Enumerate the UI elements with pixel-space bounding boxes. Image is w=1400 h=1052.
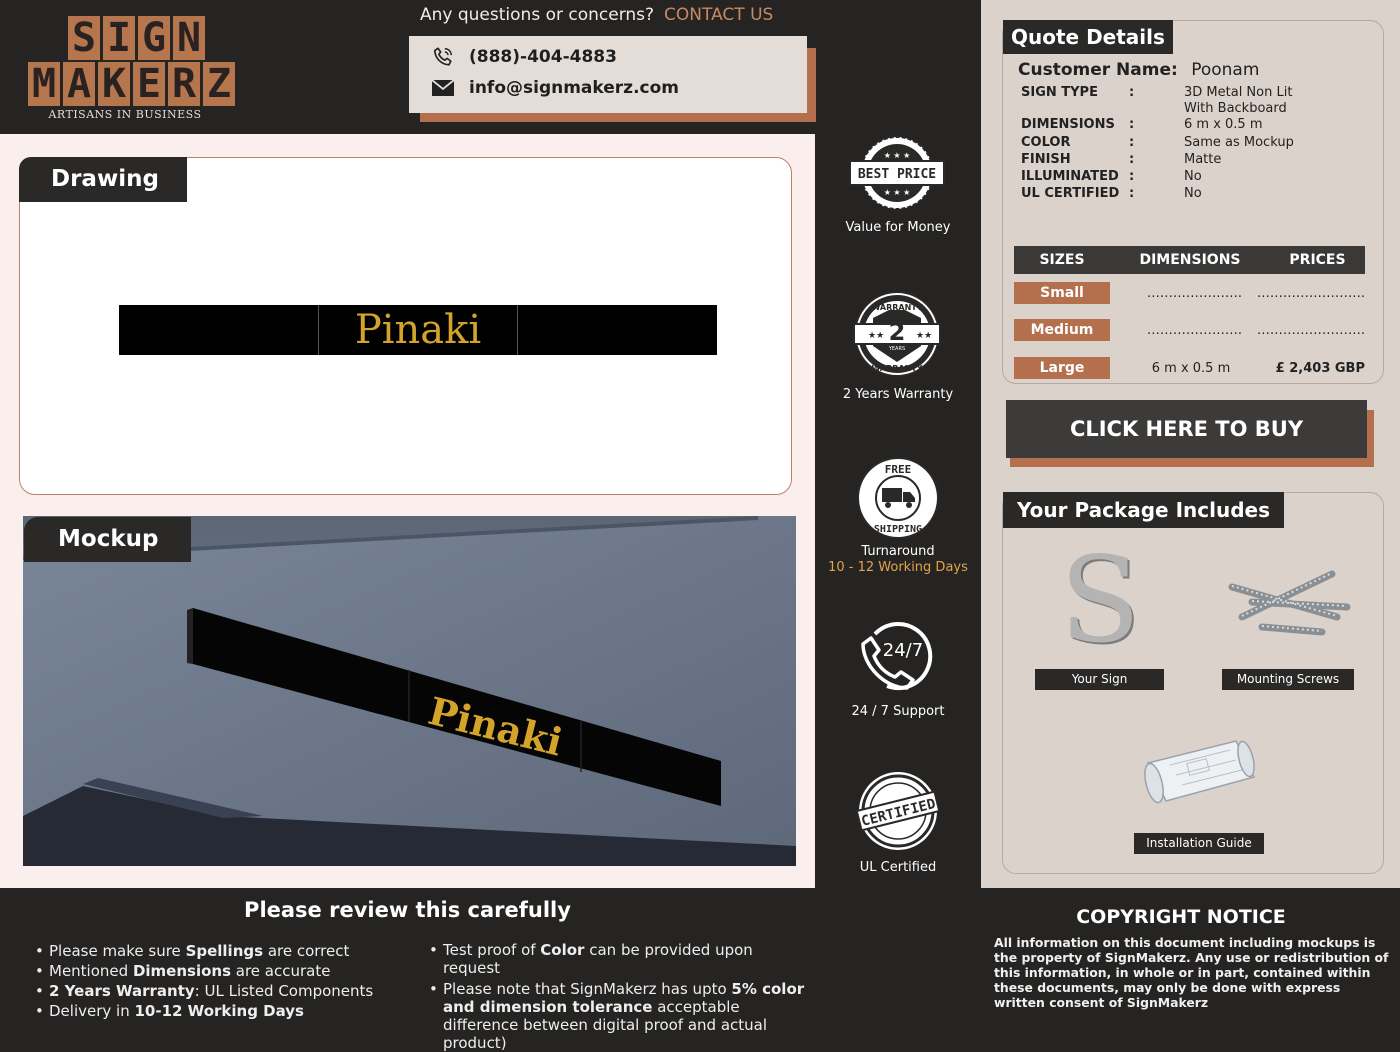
logo-letter: Z bbox=[203, 62, 235, 106]
drawing-tab: Drawing bbox=[19, 157, 187, 202]
field-value: No bbox=[1184, 169, 1202, 184]
quote-field-row bbox=[1021, 169, 1314, 185]
review-title: Please review this carefully bbox=[244, 898, 571, 922]
logo-letter: E bbox=[133, 62, 165, 106]
value-for-money-caption: Value for Money bbox=[845, 220, 951, 235]
turnaround-days: 10 - 12 Working Days bbox=[828, 560, 968, 575]
email-row[interactable] bbox=[431, 78, 679, 98]
field-key: COLOR bbox=[1021, 135, 1071, 150]
quote-field-row bbox=[1021, 152, 1314, 168]
field-separator: : bbox=[1129, 85, 1135, 100]
review-list-left bbox=[35, 941, 415, 1021]
logo-tagline: ARTISANS IN BUSINESS bbox=[48, 108, 202, 121]
size-name: Large bbox=[1014, 357, 1110, 379]
logo-letter: K bbox=[98, 62, 130, 106]
mockup-image bbox=[23, 516, 796, 866]
customer-row bbox=[1018, 60, 1259, 80]
free-shipping-icon bbox=[855, 456, 941, 540]
quote-field-row bbox=[1021, 135, 1314, 151]
warranty-ring-bottom: WARRANTY bbox=[871, 364, 923, 373]
review-list-right bbox=[429, 941, 814, 1052]
svg-text:★ ★ ★: ★ ★ ★ bbox=[883, 151, 911, 160]
best-price-badge-text: BEST PRICE bbox=[857, 167, 937, 182]
field-key: SIGN TYPE bbox=[1021, 85, 1098, 100]
field-value: Same as Mockup bbox=[1184, 135, 1294, 150]
field-separator: : bbox=[1129, 152, 1135, 167]
sign-panel-right bbox=[518, 305, 717, 355]
certified-badge-text: CERTIFIED bbox=[859, 796, 938, 830]
mockup-illustration bbox=[23, 516, 796, 866]
size-price: ……………………. bbox=[1256, 322, 1365, 338]
field-value: No bbox=[1184, 186, 1202, 201]
review-item: • Please note that SignMakerz has upto 5% color and dimension tolerance acceptable difference between digital proof and actual product) bbox=[429, 980, 814, 1052]
free-label: FREE bbox=[884, 463, 912, 476]
field-value: 6 m x 0.5 m bbox=[1184, 117, 1263, 132]
field-key: UL CERTIFIED bbox=[1021, 186, 1120, 201]
warranty-ring-top: WARRANTY bbox=[871, 303, 923, 312]
logo-letter: A bbox=[63, 62, 95, 106]
logo-letter: N bbox=[173, 16, 205, 60]
shipping-label: SHIPPING bbox=[873, 524, 923, 535]
copyright-title: COPYRIGHT NOTICE bbox=[1076, 906, 1286, 928]
package-title: Your Package Includes bbox=[1003, 492, 1284, 528]
col-prices: PRICES bbox=[1289, 252, 1346, 268]
size-row-large[interactable] bbox=[1014, 357, 1365, 379]
warranty-years-number: 2 bbox=[888, 318, 906, 346]
customer-name: Poonam bbox=[1191, 60, 1260, 80]
field-separator: : bbox=[1129, 117, 1135, 132]
package-item-screws: Mounting Screws bbox=[1222, 669, 1354, 690]
col-dimensions: DIMENSIONS bbox=[1139, 252, 1241, 268]
sign-drawing-text: Pinaki bbox=[319, 305, 519, 355]
field-key: DIMENSIONS bbox=[1021, 117, 1115, 132]
package-item-installation-guide: Installation Guide bbox=[1134, 833, 1264, 854]
size-dimensions: …………………. bbox=[1146, 285, 1242, 301]
best-price-icon bbox=[848, 134, 946, 212]
logo-letter: G bbox=[138, 16, 170, 60]
contact-us-link[interactable]: CONTACT US bbox=[664, 5, 774, 25]
support-caption: 24 / 7 Support bbox=[851, 704, 945, 719]
size-row-medium[interactable] bbox=[1014, 319, 1365, 341]
review-item: • Test proof of Color can be provided upon request bbox=[429, 941, 814, 977]
logo-line-1 bbox=[68, 16, 205, 60]
warranty-icon bbox=[848, 288, 946, 380]
support-24-7-icon bbox=[857, 614, 939, 696]
sign-drawing bbox=[119, 305, 717, 355]
turnaround-label: Turnaround bbox=[861, 544, 935, 559]
quote-field-row bbox=[1021, 186, 1314, 202]
logo-letter: R bbox=[168, 62, 200, 106]
sign-letter-icon: S bbox=[1059, 531, 1141, 669]
size-price: ……………………. bbox=[1256, 285, 1365, 301]
screws-icon bbox=[1222, 562, 1352, 642]
email-address: info@signmakerz.com bbox=[469, 78, 679, 98]
review-item: • Delivery in 10-12 Working Days bbox=[35, 1001, 415, 1021]
review-item: • Mentioned Dimensions are accurate bbox=[35, 961, 415, 981]
size-name: Medium bbox=[1014, 319, 1110, 341]
field-value: Matte bbox=[1184, 152, 1222, 167]
quote-field-row bbox=[1021, 85, 1314, 117]
turnaround-caption bbox=[828, 544, 968, 576]
support-hours-text: 24/7 bbox=[882, 640, 924, 661]
package-item-your-sign: Your Sign bbox=[1035, 669, 1164, 690]
warranty-caption: 2 Years Warranty bbox=[842, 387, 954, 402]
size-price: £ 2,403 GBP bbox=[1275, 360, 1365, 376]
mockup-sign-text: Pinaki bbox=[424, 688, 567, 765]
phone-number: (888)-404-4883 bbox=[469, 47, 617, 67]
size-name: Small bbox=[1014, 282, 1110, 304]
copyright-text: All information on this document including mockups is the property of SignMakerz. Any use or redistribution of this information, in whole or in part, contained within these documents, may only be done with express written consent of SignMakerz bbox=[994, 935, 1389, 1010]
field-key: FINISH bbox=[1021, 152, 1071, 167]
ul-certified-caption: UL Certified bbox=[859, 860, 937, 875]
blueprint-icon bbox=[1140, 735, 1260, 810]
quote-details-title: Quote Details bbox=[1003, 20, 1173, 54]
contact-box bbox=[409, 36, 807, 113]
mail-icon bbox=[431, 79, 455, 97]
field-separator: : bbox=[1129, 169, 1135, 184]
logo-letter: M bbox=[28, 62, 60, 106]
review-item: • 2 Years Warranty: UL Listed Components bbox=[35, 981, 415, 1001]
phone-icon bbox=[431, 46, 455, 68]
signmakerz-logo bbox=[26, 12, 232, 122]
logo-letter: I bbox=[103, 16, 135, 60]
size-row-small[interactable] bbox=[1014, 282, 1365, 304]
logo-line-2 bbox=[28, 62, 235, 106]
certified-icon bbox=[855, 770, 941, 852]
warranty-years-label: YEARS bbox=[888, 346, 906, 352]
col-sizes: SIZES bbox=[1039, 252, 1085, 268]
svg-text:★ ★ ★: ★ ★ ★ bbox=[883, 188, 911, 197]
questions-text: Any questions or concerns? bbox=[420, 5, 655, 25]
phone-row[interactable] bbox=[431, 46, 617, 68]
field-separator: : bbox=[1129, 186, 1135, 201]
field-value: 3D Metal Non Lit With Backboard bbox=[1184, 85, 1293, 116]
review-item: • Please make sure Spellings are correct bbox=[35, 941, 415, 961]
svg-text:★★: ★★ bbox=[868, 331, 885, 341]
field-separator: : bbox=[1129, 135, 1135, 150]
mockup-tab: Mockup bbox=[24, 517, 191, 562]
size-dimensions: …………………. bbox=[1146, 322, 1242, 338]
questions-line bbox=[420, 5, 773, 25]
field-key: ILLUMINATED bbox=[1021, 169, 1119, 184]
sizes-table-header bbox=[1014, 246, 1365, 274]
sign-panel-left bbox=[119, 305, 319, 355]
size-dimensions: 6 m x 0.5 m bbox=[1151, 360, 1231, 376]
logo-letter: S bbox=[68, 16, 100, 60]
customer-label: Customer Name: bbox=[1018, 60, 1178, 80]
quote-field-row bbox=[1021, 117, 1314, 133]
click-to-buy-button[interactable]: CLICK HERE TO BUY bbox=[1006, 400, 1367, 458]
svg-text:★★: ★★ bbox=[916, 331, 933, 341]
